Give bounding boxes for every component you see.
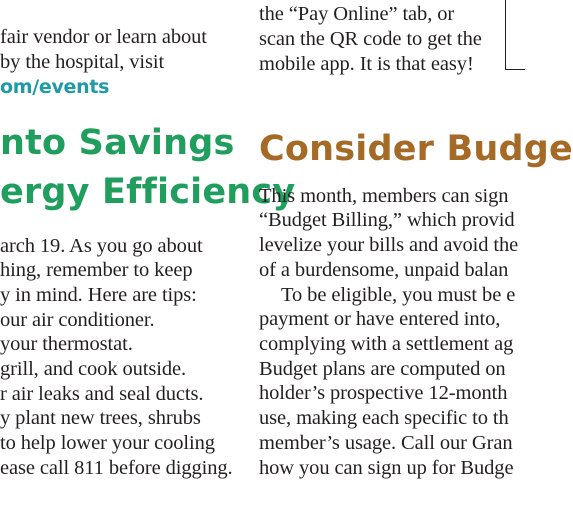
left-body-line-7: r air leaks and seal ducts. (0, 383, 204, 405)
energy-heading-line-2: ergy Efficiency (0, 172, 296, 212)
left-top-line-1: fair vendor or learn about (0, 26, 207, 48)
right-body-line-11: member’s usage. Call our Gran (259, 432, 513, 454)
right-body-line-4: of a burdensome, unpaid balan (259, 259, 509, 281)
left-body-line-5: your thermostat. (0, 333, 133, 355)
right-body-line-12: how you can sign up for Budge (259, 457, 514, 479)
right-body-line-6: payment or have entered into, (259, 308, 501, 330)
budget-heading: Consider Budge (259, 129, 573, 169)
left-body-line-1: arch 19. As you go about (0, 235, 203, 257)
left-body-line-8: y plant new trees, shrubs (0, 407, 201, 429)
right-body-line-2: “Budget Billing,” which provid (259, 209, 515, 231)
events-link[interactable]: om/events (0, 76, 110, 98)
right-body-line-5: To be eligible, you must be e (281, 284, 516, 306)
right-body-line-9: holder’s prospective 12-month (259, 382, 508, 404)
right-body-line-1: This month, members can sign (259, 185, 509, 207)
left-top-line-2: by the hospital, visit (0, 51, 165, 73)
right-body-line-3: levelize your bills and avoid the (259, 234, 519, 256)
left-body-line-4: our air conditioner. (0, 309, 155, 331)
right-top-line-1: the “Pay Online” tab, or (259, 3, 455, 25)
left-body-line-3: y in mind. Here are tips: (0, 284, 197, 306)
left-body-line-6: grill, and cook outside. (0, 358, 187, 380)
right-top-line-3: mobile app. It is that easy! (259, 53, 474, 75)
right-body-line-8: Budget plans are computed on (259, 358, 506, 380)
sidebar-box-border (505, 0, 525, 70)
right-body-line-10: use, making each specific to th (259, 407, 509, 429)
left-body-line-2: hing, remember to keep (0, 259, 193, 281)
left-body-line-9: to help lower your cooling (0, 432, 215, 454)
right-top-line-2: scan the QR code to get the (259, 28, 482, 50)
right-body-line-7: complying with a settlement ag (259, 333, 514, 355)
energy-heading-line-1: nto Savings (0, 123, 235, 163)
left-body-line-10: ease call 811 before digging. (0, 457, 233, 479)
